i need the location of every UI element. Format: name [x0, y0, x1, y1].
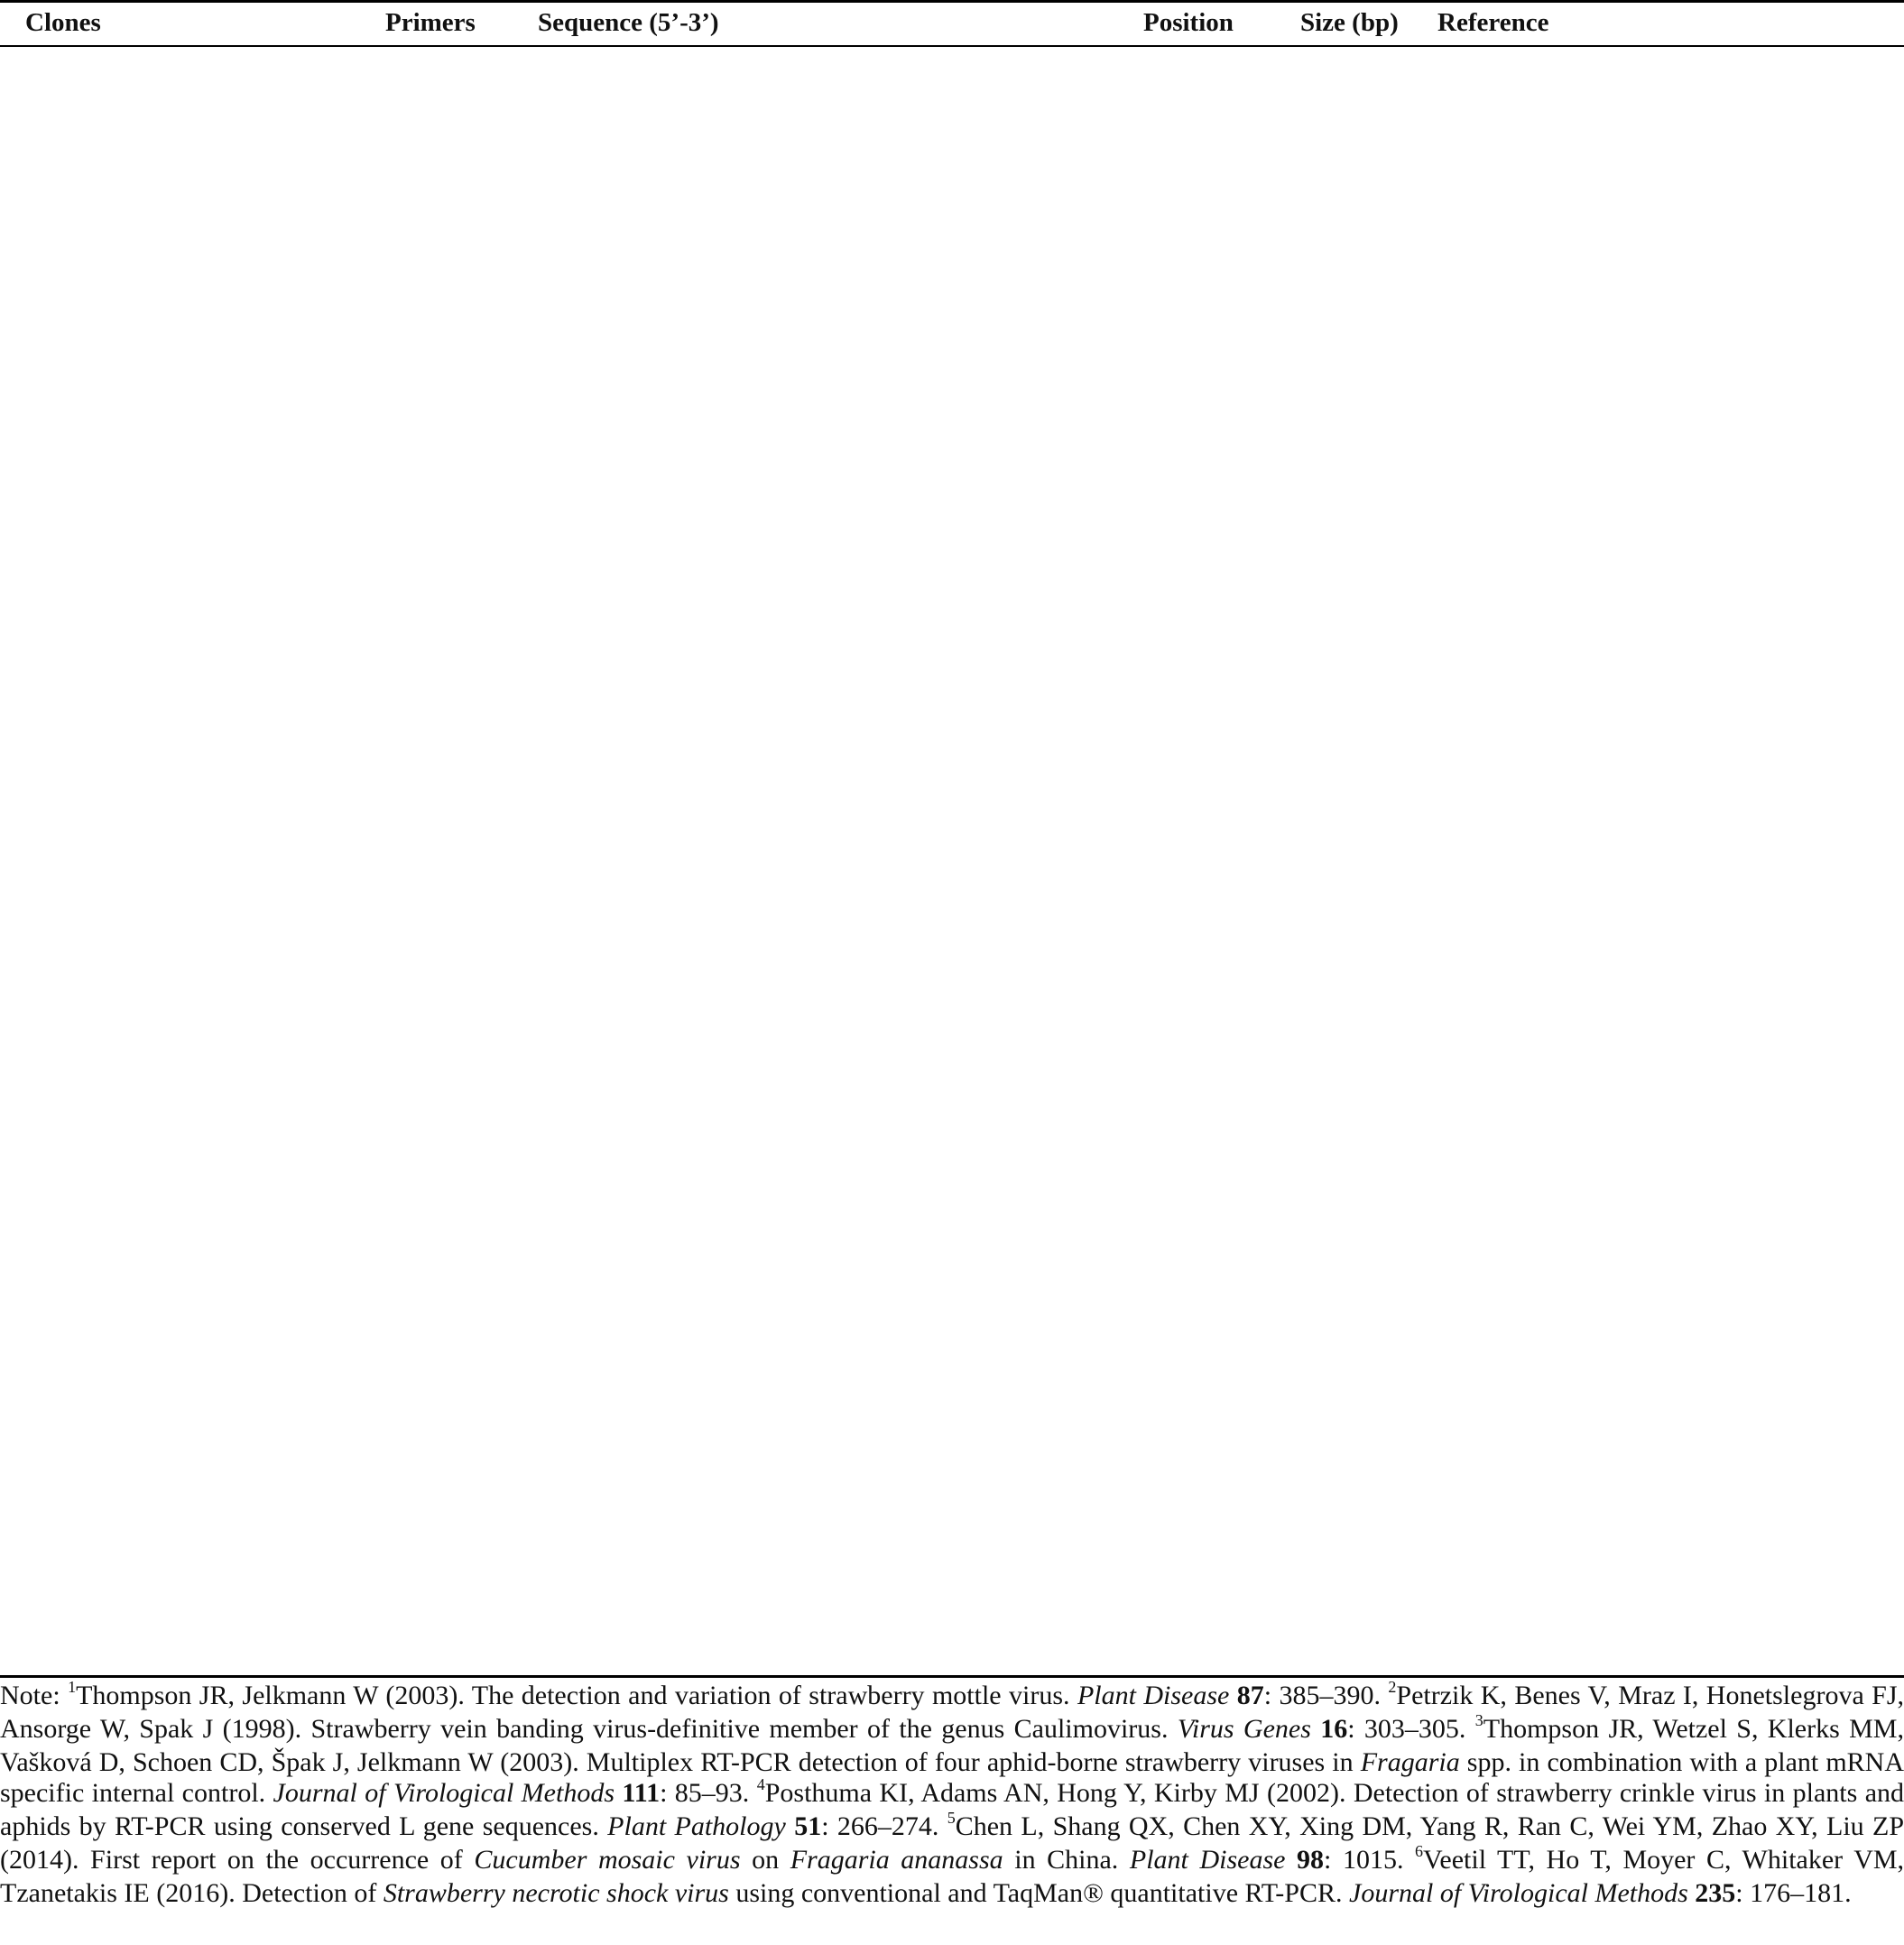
table-note [0, 1678, 1904, 1909]
header-primers: Primers [385, 8, 476, 37]
note-text [786, 1811, 794, 1841]
note-text: 87 [1236, 1681, 1264, 1710]
table-row [0, 813, 1904, 863]
note-text [1311, 1714, 1320, 1744]
footnote-number: 2 [1388, 1678, 1397, 1697]
note-text: : 85–93. [660, 1778, 757, 1808]
note-text: 235 [1695, 1878, 1736, 1908]
note-text: Cucumber mosaic virus [474, 1845, 741, 1875]
header-clones: Clones [25, 8, 101, 37]
note-text: Note: [0, 1681, 69, 1710]
note-text: on [740, 1845, 790, 1875]
note-text: using conventional and TaqMan® quantitative RT-PCR. [728, 1878, 1349, 1908]
table-top-rule [0, 0, 1904, 3]
footnote-number: 6 [1415, 1842, 1424, 1861]
note-text: 16 [1320, 1714, 1348, 1744]
footnote-number: 5 [947, 1809, 956, 1828]
header-sequence: Sequence (5’-3’) [538, 8, 719, 37]
table-row [0, 1556, 1904, 1606]
table-row [0, 1011, 1904, 1060]
note-text: 98 [1297, 1845, 1325, 1875]
table-row [0, 119, 1904, 169]
table-row [0, 466, 1904, 515]
note-text: in China. [1003, 1845, 1130, 1875]
table-row [0, 1457, 1904, 1506]
note-text: Posthuma KI, Adams AN, Hong Y, Kirby MJ (2002). Detection of strawberry crinkle virus in plants and aphids by RT-PCR using conserved L gene sequences. [0, 1778, 1904, 1841]
table-row [0, 1357, 1904, 1407]
header-size: Size (bp) [1300, 8, 1399, 37]
note-text: Thompson JR, Wetzel S, Klerks MM, Vašková D, Schoen CD, Špak J, Jelkmann W (2003). Multiplex RT-PCR detection of four aphid-borne strawberry viruses in [0, 1714, 1904, 1777]
note-text: Plant Disease [1077, 1681, 1230, 1710]
note-text: Thompson JR, Jelkmann W (2003). The detection and variation of strawberry mottle virus. [76, 1681, 1077, 1710]
table-row [0, 1209, 1904, 1259]
table-row [0, 565, 1904, 615]
table-row [0, 318, 1904, 367]
table-row [0, 1160, 1904, 1209]
table-row [0, 714, 1904, 764]
table-row [0, 664, 1904, 714]
footnote-number: 3 [1474, 1711, 1483, 1730]
table-row [0, 1060, 1904, 1110]
note-text: 111 [622, 1778, 661, 1808]
note-text: Veetil TT, Ho T, Moyer C, Whitaker VM, Tzanetakis IE (2016). Detection of [0, 1845, 1904, 1908]
note-text: Journal of Virological Methods [273, 1778, 615, 1808]
note-text: Plant Disease [1129, 1845, 1286, 1875]
note-text [1285, 1845, 1297, 1875]
table-row [0, 1407, 1904, 1457]
note-text: Strawberry necrotic shock virus [383, 1878, 729, 1908]
note-text: Chen L, Shang QX, Chen XY, Xing DM, Yang R, Ran C, Wei YM, Zhao XY, Liu ZP (2014). First report on the occurrence of [0, 1811, 1904, 1875]
note-text: : 303–305. [1347, 1714, 1475, 1744]
table-row [0, 1506, 1904, 1556]
table-row [0, 1259, 1904, 1309]
header-reference: Reference [1437, 8, 1549, 37]
note-text: Journal of Virological Methods [1349, 1878, 1688, 1908]
table-bottom-rule [0, 1675, 1904, 1678]
note-text [1229, 1681, 1236, 1710]
table-row [0, 416, 1904, 466]
table-row [0, 218, 1904, 268]
table-row [0, 862, 1904, 912]
table-row [0, 961, 1904, 1011]
note-text: Virus Genes [1177, 1714, 1311, 1744]
note-text: Petrzik K, Benes V, Mraz I, Honetslegrova FJ, Ansorge W, Spak J (1998). Strawberry vein banding virus-definitive member of the genus Caulimovirus. [0, 1681, 1904, 1744]
note-text: spp. in combination with a plant mRNA specific internal control. [0, 1747, 1904, 1808]
note-text: : 385–390. [1263, 1681, 1389, 1710]
table-row [0, 912, 1904, 961]
note-text: : 266–274. [821, 1811, 947, 1841]
table-row [0, 169, 1904, 218]
table-row [0, 515, 1904, 565]
table-row [0, 1309, 1904, 1358]
note-text: : 1015. [1324, 1845, 1416, 1875]
table-row [0, 69, 1904, 119]
note-text: Fragaria [1360, 1747, 1460, 1777]
table-row [0, 268, 1904, 318]
table-header-rule [0, 45, 1904, 47]
footnote-number: 4 [756, 1775, 765, 1794]
table-row [0, 615, 1904, 664]
note-text: 51 [794, 1811, 822, 1841]
table-row [0, 366, 1904, 416]
table-row [0, 1606, 1904, 1655]
header-position: Position [1143, 8, 1234, 37]
table-row [0, 764, 1904, 813]
note-text: Plant Pathology [607, 1811, 786, 1841]
footnote-number: 1 [68, 1678, 77, 1697]
note-text: : 176–181. [1735, 1878, 1852, 1908]
table-row [0, 1110, 1904, 1160]
note-text: Fragaria ananassa [790, 1845, 1003, 1875]
